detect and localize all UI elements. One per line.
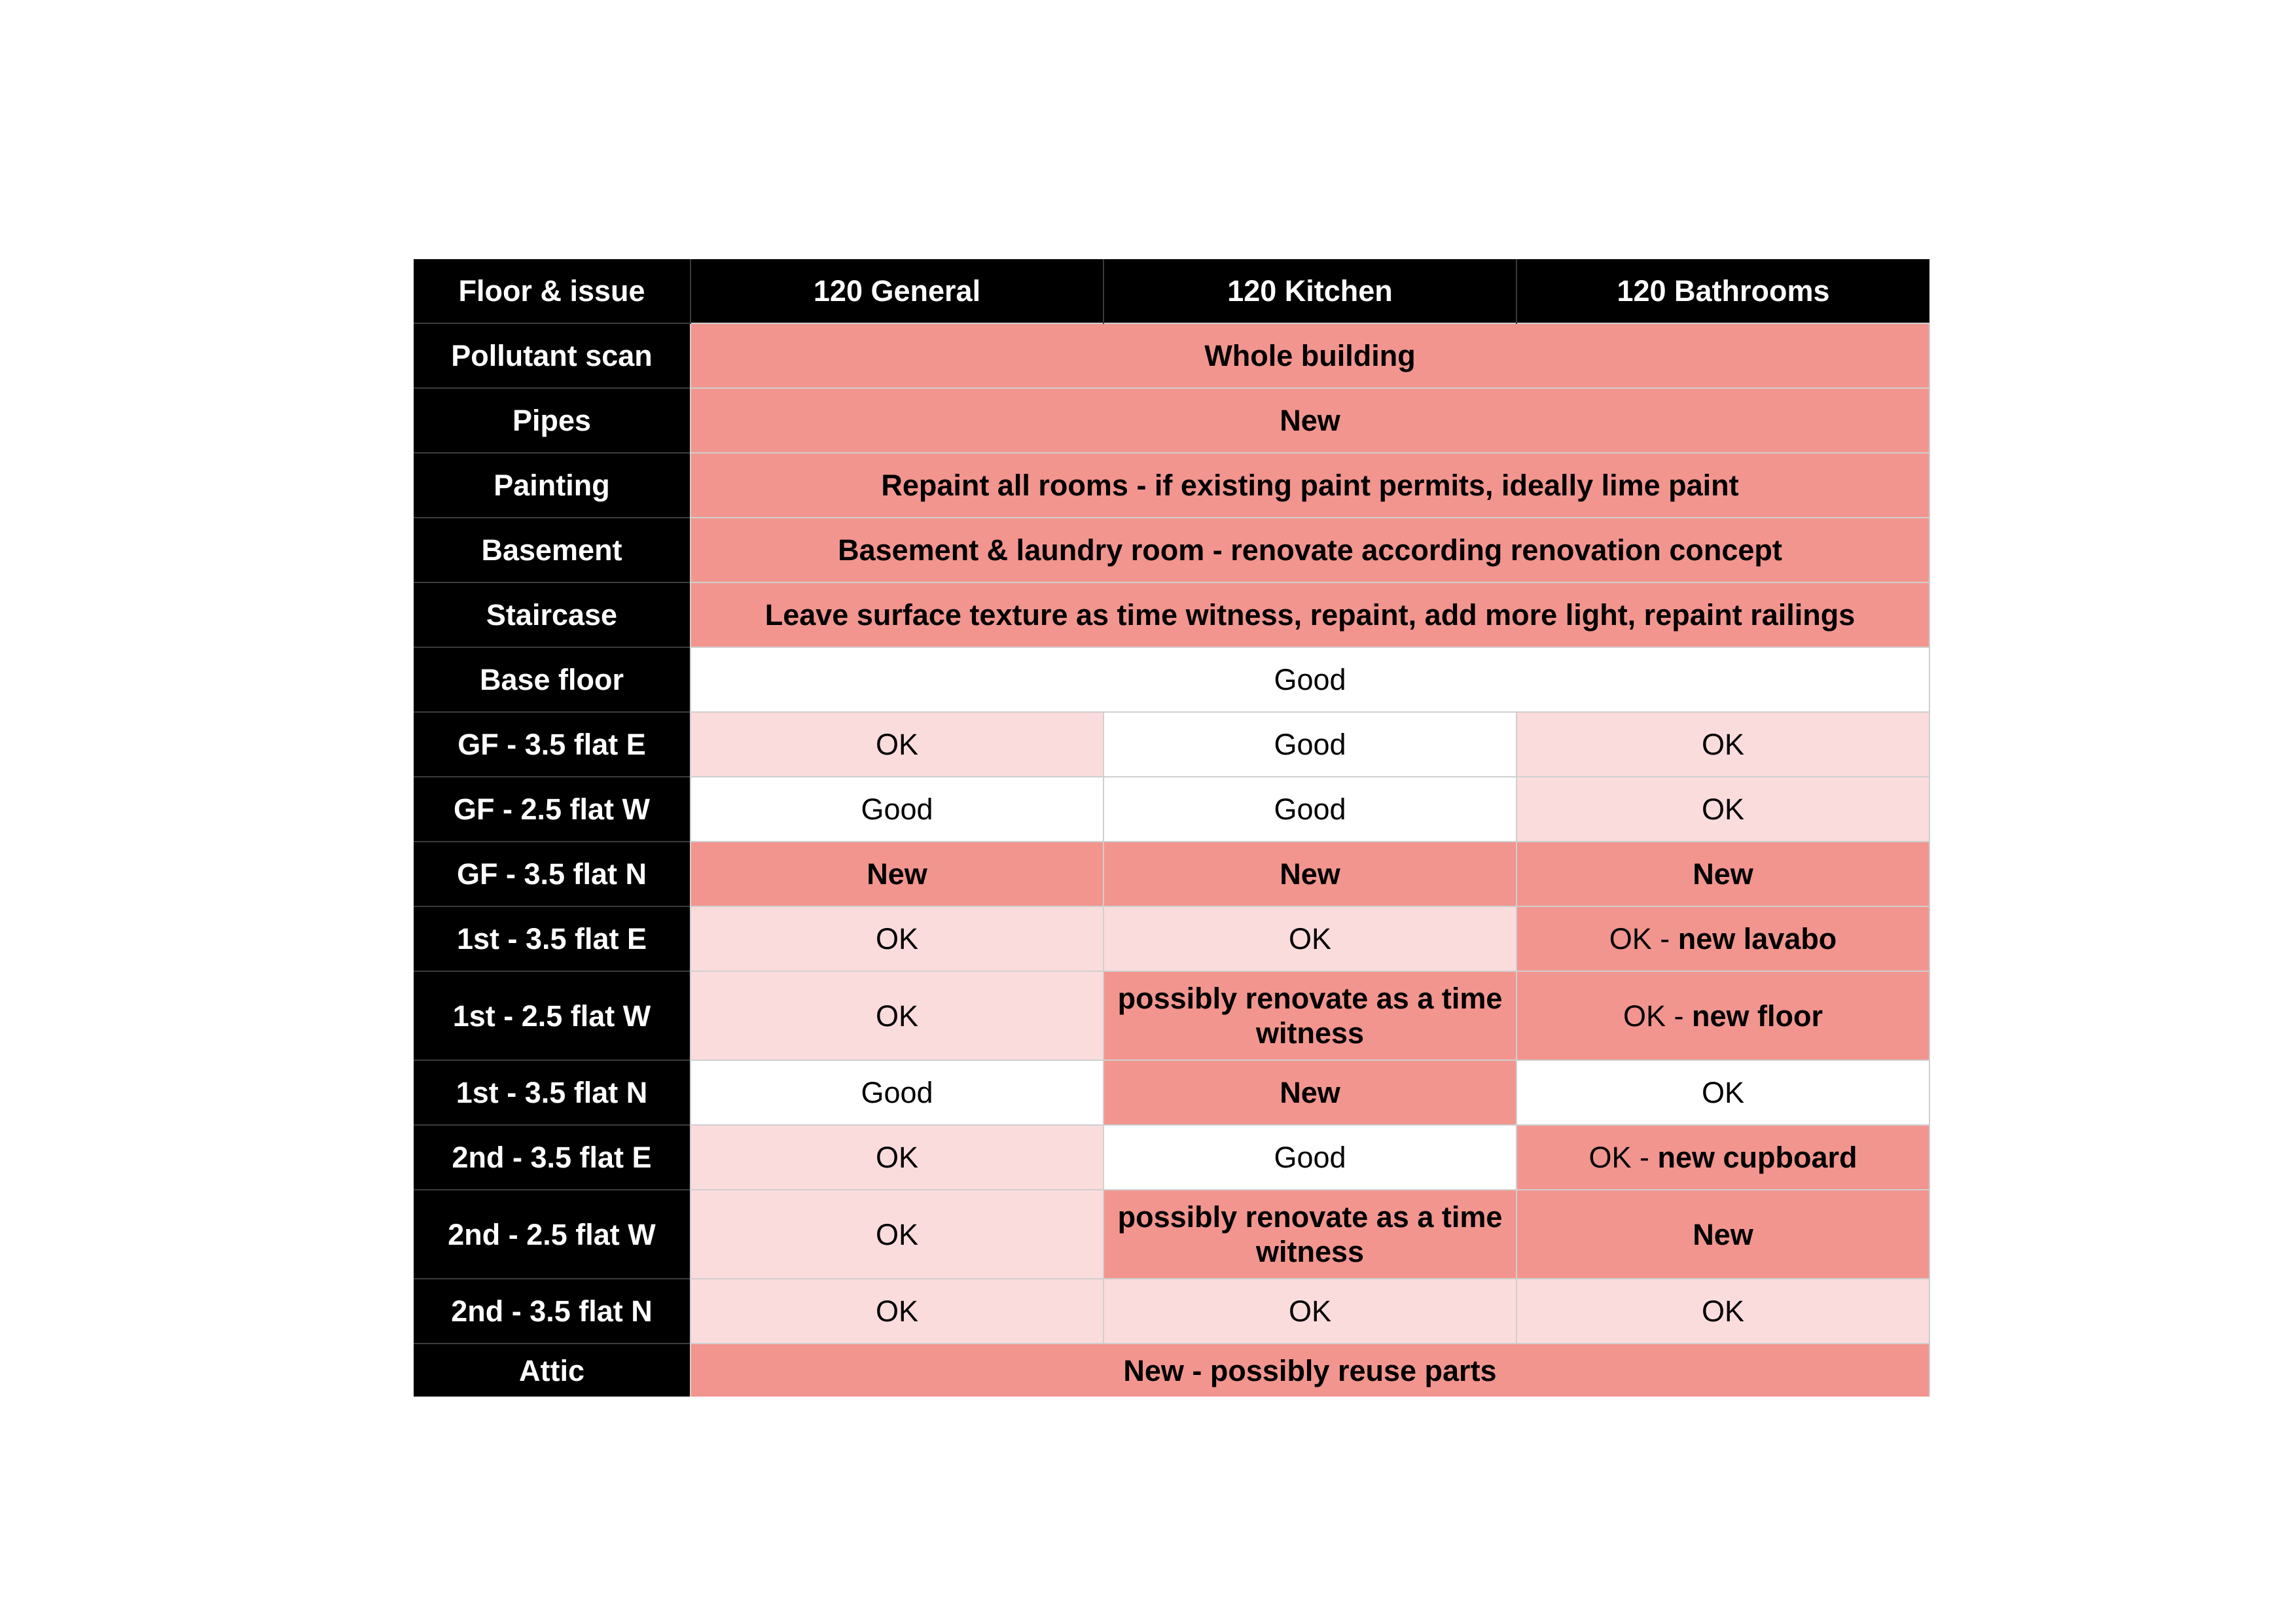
row-label-2nd-3-5-flat-e: 2nd - 3.5 flat E xyxy=(414,1125,691,1190)
table-row xyxy=(414,971,1929,1060)
row-label-staircase: Staircase xyxy=(414,582,691,647)
cell-bathrooms: OK xyxy=(1516,1060,1929,1125)
row-label-1st-3-5-flat-e: 1st - 3.5 flat E xyxy=(414,906,691,971)
cell-general: OK xyxy=(691,971,1103,1060)
row-label-pollutant-scan: Pollutant scan xyxy=(414,323,691,388)
cell-kitchen: New xyxy=(1103,1060,1516,1125)
cell-bathrooms xyxy=(1516,971,1929,1060)
row-label-gf-2-5-flat-w: GF - 2.5 flat W xyxy=(414,777,691,842)
table-row xyxy=(414,1344,1929,1397)
cell-bathrooms: New xyxy=(1516,1190,1929,1279)
renovation-status-table xyxy=(414,259,1930,1397)
row-label-painting: Painting xyxy=(414,453,691,518)
table-row xyxy=(414,777,1929,842)
row-label-basement: Basement xyxy=(414,518,691,582)
cell-attic: New - possibly reuse parts xyxy=(691,1344,1929,1397)
table-row xyxy=(414,712,1929,777)
cell-bathrooms-new-text: new cupboard xyxy=(1657,1141,1857,1174)
table-row xyxy=(414,453,1929,518)
row-label-attic: Attic xyxy=(414,1344,691,1397)
header-row xyxy=(414,259,1929,323)
table-row xyxy=(414,518,1929,582)
row-label-base-floor: Base floor xyxy=(414,647,691,712)
cell-kitchen: Good xyxy=(1103,1125,1516,1190)
cell-bathrooms: OK xyxy=(1516,1279,1929,1344)
cell-painting: Repaint all rooms - if existing paint permits, ideally lime paint xyxy=(691,453,1929,518)
table-row xyxy=(414,1060,1929,1125)
cell-kitchen: OK xyxy=(1103,906,1516,971)
cell-general: OK xyxy=(691,1125,1103,1190)
row-label-1st-2-5-flat-w: 1st - 2.5 flat W xyxy=(414,971,691,1060)
row-label-gf-3-5-flat-e: GF - 3.5 flat E xyxy=(414,712,691,777)
cell-kitchen: possibly renovate as a time witness xyxy=(1103,971,1516,1060)
cell-kitchen: Good xyxy=(1103,777,1516,842)
cell-basement: Basement & laundry room - renovate according renovation concept xyxy=(691,518,1929,582)
cell-kitchen: possibly renovate as a time witness xyxy=(1103,1190,1516,1279)
row-label-2nd-2-5-flat-w: 2nd - 2.5 flat W xyxy=(414,1190,691,1279)
cell-pipes: New xyxy=(691,388,1929,453)
cell-general: OK xyxy=(691,1279,1103,1344)
row-label-pipes: Pipes xyxy=(414,388,691,453)
cell-general: Good xyxy=(691,777,1103,842)
cell-general: New xyxy=(691,842,1103,906)
table-row xyxy=(414,388,1929,453)
cell-bathrooms: OK xyxy=(1516,777,1929,842)
column-header-bathrooms: 120 Bathrooms xyxy=(1516,259,1929,323)
cell-kitchen: New xyxy=(1103,842,1516,906)
cell-bathrooms: New xyxy=(1516,842,1929,906)
row-label-2nd-3-5-flat-n: 2nd - 3.5 flat N xyxy=(414,1279,691,1344)
table-row xyxy=(414,1190,1929,1279)
table-row xyxy=(414,323,1929,388)
column-header-kitchen: 120 Kitchen xyxy=(1103,259,1516,323)
column-header-general: 120 General xyxy=(691,259,1103,323)
cell-bathrooms-ok-text: OK - xyxy=(1623,999,1692,1033)
table-row xyxy=(414,1125,1929,1190)
cell-general: OK xyxy=(691,1190,1103,1279)
row-label-1st-3-5-flat-n: 1st - 3.5 flat N xyxy=(414,1060,691,1125)
table-row xyxy=(414,1279,1929,1344)
cell-bathrooms-ok-text: OK - xyxy=(1588,1141,1658,1174)
column-header-floor-issue: Floor & issue xyxy=(414,259,691,323)
table-row xyxy=(414,842,1929,906)
cell-base-floor: Good xyxy=(691,647,1929,712)
table-row xyxy=(414,582,1929,647)
cell-bathrooms-ok-text: OK - xyxy=(1609,922,1678,955)
cell-general: OK xyxy=(691,712,1103,777)
cell-bathrooms xyxy=(1516,906,1929,971)
cell-pollutant-scan: Whole building xyxy=(691,323,1929,388)
cell-bathrooms: OK xyxy=(1516,712,1929,777)
cell-staircase: Leave surface texture as time witness, repaint, add more light, repaint railings xyxy=(691,582,1929,647)
cell-general: Good xyxy=(691,1060,1103,1125)
cell-kitchen: OK xyxy=(1103,1279,1516,1344)
table-row xyxy=(414,647,1929,712)
cell-bathrooms xyxy=(1516,1125,1929,1190)
cell-bathrooms-new-text: new lavabo xyxy=(1677,922,1837,955)
cell-kitchen: Good xyxy=(1103,712,1516,777)
table-row xyxy=(414,906,1929,971)
cell-general: OK xyxy=(691,906,1103,971)
row-label-gf-3-5-flat-n: GF - 3.5 flat N xyxy=(414,842,691,906)
cell-bathrooms-new-text: new floor xyxy=(1692,999,1823,1033)
